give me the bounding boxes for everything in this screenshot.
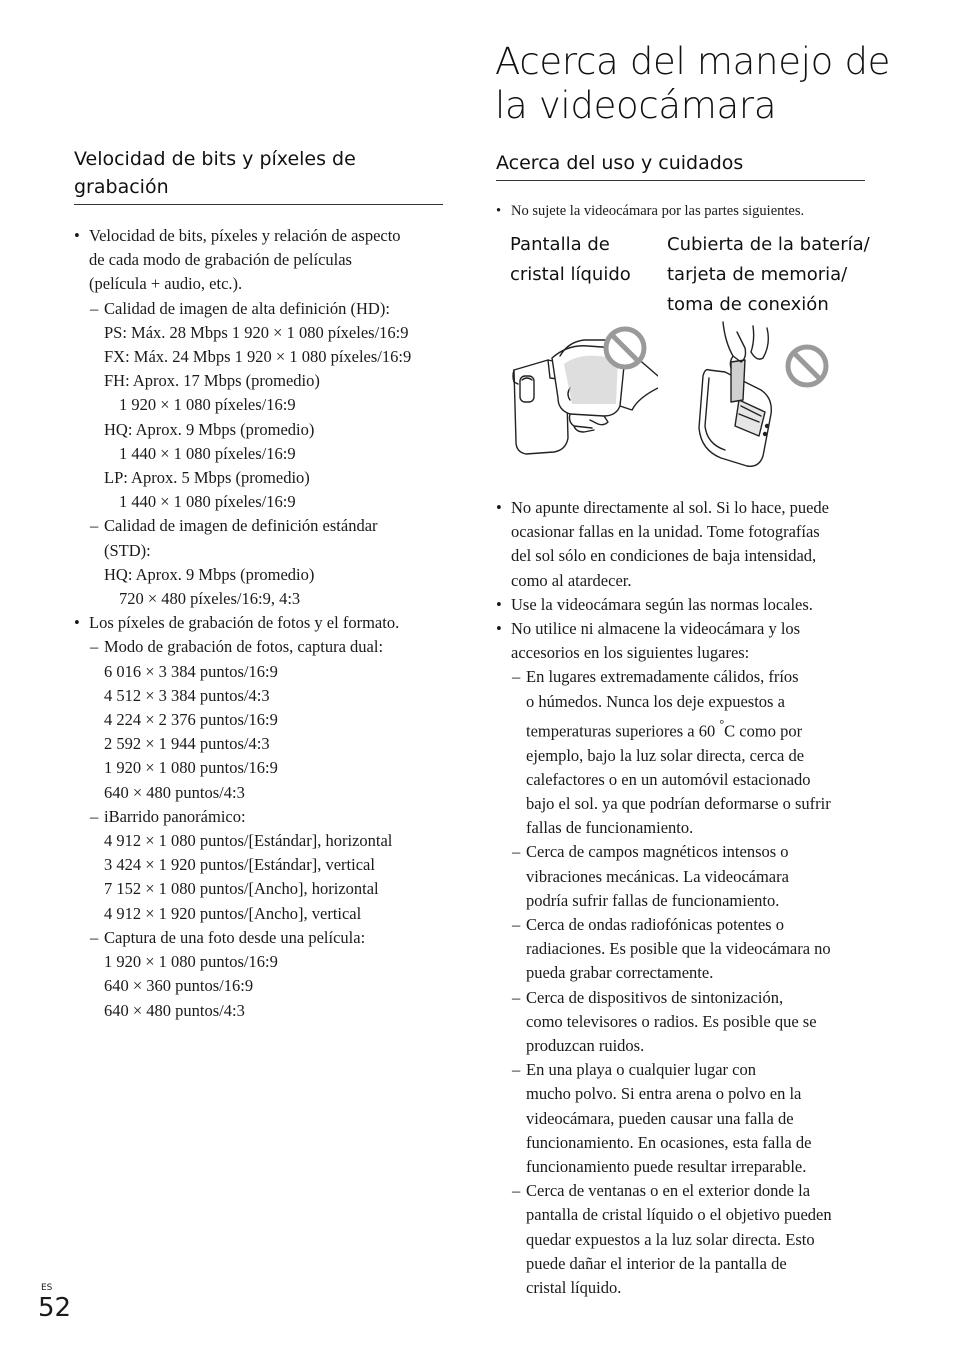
caption-lcd-screen [510, 230, 660, 290]
bullet-video-bitrate [74, 224, 444, 297]
text-line: pueda grabar correctamente. [526, 963, 714, 983]
value-line: FX: Máx. 24 Mbps 1 920 × 1 080 píxeles/16:9 [104, 347, 412, 367]
page-number: 52 [38, 1293, 72, 1323]
text-line: vibraciones mecánicas. La videocámara [526, 866, 789, 886]
dash-dust [496, 1058, 868, 1179]
text-span: temperaturas superiores a 60 [526, 721, 720, 741]
value-line: FH: Aprox. 17 Mbps (promedio) [104, 371, 320, 391]
value-line: HQ: Aprox. 9 Mbps (promedio) [104, 564, 315, 584]
text-line: funcionamiento puede resultar irreparable. [526, 1156, 807, 1176]
value-line: 1 440 × 1 080 píxeles/16:9 [119, 492, 296, 512]
dash-tuners [496, 986, 868, 1059]
text-line: videocámara, pueden causar una falla de [526, 1108, 794, 1128]
prohibition-icon [606, 329, 644, 367]
text-line: ejemplo, bajo la luz solar directa, cerca de [526, 745, 805, 765]
dash-hd-quality: – Calidad de imagen de alta definición (HD): [74, 297, 444, 321]
text-line: o húmedos. Nunca los deje expuestos a [526, 691, 785, 711]
value-line: 720 × 480 píxeles/16:9, 4:3 [119, 589, 301, 609]
heading-line-2: grabación [74, 176, 169, 198]
value-line: 6 016 × 3 384 puntos/16:9 [104, 661, 278, 681]
value-line: 1 440 × 1 080 píxeles/16:9 [119, 443, 296, 463]
value-line: 4 512 × 3 384 puntos/4:3 [104, 685, 270, 705]
text-line: ocasionar fallas en la unidad. Tome fotografías [511, 522, 820, 542]
illustration-hold-lcd [508, 318, 658, 458]
text-span: C como por [724, 721, 803, 741]
bullet-do-not-hold: • No sujete la videocámara por las partes siguientes. [496, 200, 883, 222]
prohibition-icon [788, 347, 826, 385]
value-line: HQ: Aprox. 9 Mbps (promedio) [104, 419, 315, 439]
text-line: – En lugares extremadamente cálidos, fríos [526, 667, 799, 687]
text-line: (película + audio, etc.). [89, 274, 243, 294]
dash-magnetic [496, 840, 868, 913]
text-line: radiaciones. Es posible que la videocámara no [526, 939, 831, 959]
bitrate-content [74, 224, 444, 1023]
caption-line: Cubierta de la batería/ [667, 234, 870, 255]
text-line: cristal líquido. [526, 1278, 622, 1297]
text-line: mucho polvo. Si entra arena o polvo en la [526, 1084, 802, 1104]
text-line: del sol sólo en condiciones de baja intensidad, [511, 546, 817, 566]
text-line: pantalla de cristal líquido o el objetivo pueden [526, 1205, 832, 1225]
text-line: • No utilice ni almacene la videocámara y los [511, 619, 801, 639]
text-line: – Cerca de campos magnéticos intensos o [526, 842, 789, 862]
text-line: como televisores o radios. Es posible que se [526, 1011, 817, 1031]
text-line: – En una playa o cualquier lugar con [526, 1060, 756, 1080]
text-line: • Velocidad de bits, píxeles y relación de aspecto [89, 226, 401, 245]
text-line: calefactores o en un automóvil estacionado [526, 769, 811, 789]
section-heading-care: Acerca del uso y cuidados [496, 149, 865, 181]
dash-panorama: – iBarrido panorámico: [74, 805, 444, 829]
degree-symbol: ° [719, 716, 725, 731]
text-line: (STD): [104, 540, 151, 560]
bullet-sun [496, 496, 868, 593]
text-line: puede dañar el interior de la pantalla de [526, 1253, 787, 1273]
bullet-storage [496, 617, 868, 665]
text-line: – Cerca de ventanas o en el exterior donde la [526, 1181, 811, 1201]
value-line: PS: Máx. 28 Mbps 1 920 × 1 080 píxeles/16:9 [104, 322, 409, 342]
value-line: 7 152 × 1 080 puntos/[Ancho], horizontal [104, 879, 379, 899]
text-line: funcionamiento. En ocasiones, esta falla de [526, 1132, 812, 1152]
text-line: quedar expuestos a la luz solar directa. Esto [526, 1229, 815, 1249]
text-line: – Cerca de ondas radiofónicas potentes o [526, 914, 784, 934]
caption-line: cristal líquido [510, 264, 631, 285]
text-line [526, 714, 868, 744]
value-line: 1 920 × 1 080 puntos/16:9 [104, 952, 278, 972]
text-line: como al atardecer. [511, 570, 632, 590]
dash-sunlight-windows [496, 1179, 868, 1300]
text-line: – Cerca de dispositivos de sintonización, [526, 987, 784, 1007]
value-line: 4 912 × 1 080 puntos/[Estándar], horizontal [104, 831, 393, 851]
page-title [495, 40, 915, 128]
bullet-photo-pixels: • Los píxeles de grabación de fotos y el formato. [74, 611, 444, 635]
heading-line-1: Velocidad de bits y píxeles de [74, 148, 356, 170]
section-heading-bitrate [74, 145, 443, 205]
title-line-2: la videocámara [495, 84, 777, 127]
dash-photo-mode: – Modo de grabación de fotos, captura dual: [74, 635, 444, 659]
text-line: produzcan ruidos. [526, 1035, 645, 1055]
dash-photo-capture: – Captura de una foto desde una película: [74, 926, 444, 950]
caption-line: toma de conexión [667, 294, 829, 315]
value-line: 640 × 360 puntos/16:9 [104, 976, 254, 996]
value-line: 4 912 × 1 920 puntos/[Ancho], vertical [104, 903, 362, 923]
value-line: 3 424 × 1 920 puntos/[Estándar], vertical [104, 855, 375, 875]
text-line: bajo el sol. ya que podrían deformarse o sufrir [526, 793, 831, 813]
language-code: ES [41, 1283, 53, 1293]
value-line: 2 592 × 1 944 puntos/4:3 [104, 734, 270, 754]
caption-battery-cover [667, 230, 877, 320]
title-line-1: Acerca del manejo de [495, 40, 891, 83]
value-line: 640 × 480 puntos/4:3 [104, 782, 245, 802]
text-line: – Calidad de imagen de definición estándar [104, 516, 378, 536]
text-line: fallas de funcionamiento. [526, 818, 694, 838]
value-line: LP: Aprox. 5 Mbps (promedio) [104, 468, 310, 488]
text-line: accesorios en los siguientes lugares: [511, 643, 750, 663]
illustration-hold-cover [695, 318, 845, 473]
dash-radio-waves [496, 913, 868, 986]
caption-line: Pantalla de [510, 234, 610, 255]
care-content [496, 496, 868, 1300]
value-line: 1 920 × 1 080 píxeles/16:9 [119, 395, 296, 415]
value-line: 1 920 × 1 080 puntos/16:9 [104, 758, 278, 778]
value-line: 640 × 480 puntos/4:3 [104, 1000, 245, 1020]
caption-line: tarjeta de memoria/ [667, 264, 848, 285]
text-line: de cada modo de grabación de películas [89, 250, 352, 270]
dash-std-quality [74, 514, 444, 562]
value-line: 4 224 × 2 376 puntos/16:9 [104, 710, 278, 730]
text-line: • No apunte directamente al sol. Si lo hace, puede [511, 498, 829, 517]
dash-temperature [496, 665, 868, 840]
text-line: podría sufrir fallas de funcionamiento. [526, 890, 780, 910]
bullet-local-rules: • Use la videocámara según las normas locales. [496, 593, 868, 617]
